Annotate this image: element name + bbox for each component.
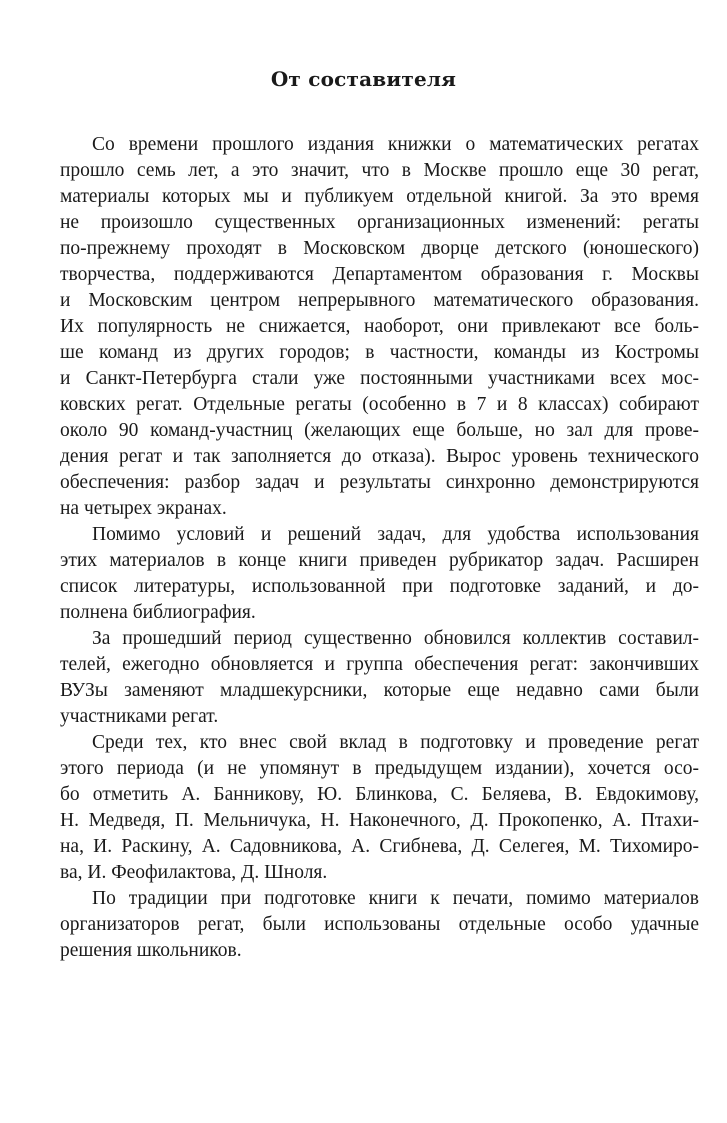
text-line: на, И. Раскину, А. Садовникова, А. Сгибнева, Д. Селегея, М. Тихомиро- xyxy=(60,836,699,857)
text-line: Н. Медведя, П. Мельничука, Н. Наконечного, Д. Прокопенко, А. Птахи- xyxy=(60,810,699,831)
text-line: обеспечения: разбор задач и результаты синхронно демонстрируются xyxy=(60,472,699,493)
text-line: по-прежнему проходят в Московском дворце детского (юношеского) xyxy=(60,238,699,259)
text-line: Их популярность не снижается, наоборот, они привлекают все боль- xyxy=(60,316,699,337)
paragraph-4 xyxy=(28,730,699,886)
paragraph-1 xyxy=(28,132,699,522)
text-line: и Московским центром непрерывного математического образования. xyxy=(60,290,699,311)
text-line: этого периода (и не упомянут в предыдущем издании), хочется осо- xyxy=(60,758,699,779)
text-line: участниками регат. xyxy=(60,706,219,727)
text-line: и Санкт-Петербурга стали уже постоянными участниками всех мос- xyxy=(60,368,699,389)
text-line: ВУЗы заменяют младшекурсники, которые еще недавно сами были xyxy=(60,680,699,701)
text-line: около 90 команд-участниц (желающих еще больше, но зал для прове- xyxy=(60,420,699,441)
text-line: материалы которых мы и публикуем отдельной книгой. За это время xyxy=(60,186,699,207)
text-line: ше команд из других городов; в частности, команды из Костромы xyxy=(60,342,699,363)
text-line: этих материалов в конце книги приведен рубрикатор задач. Расширен xyxy=(60,550,699,571)
text-line: прошло семь лет, а это значит, что в Москве прошло еще 30 регат, xyxy=(60,160,699,181)
text-line: на четырех экранах. xyxy=(60,498,227,519)
text-line: организаторов регат, были использованы отдельные особо удачные xyxy=(60,914,699,935)
body-text xyxy=(28,132,699,964)
text-line: Со времени прошлого издания книжки о математических регатах xyxy=(92,134,699,155)
text-line: решения школьников. xyxy=(60,940,242,961)
text-line: дения регат и так заполняется до отказа). Вырос уровень технического xyxy=(60,446,699,467)
text-line: ва, И. Феофилактова, Д. Шноля. xyxy=(60,862,328,883)
text-line: бо отметить А. Банникову, Ю. Блинкова, С. Беляева, В. Евдокимову, xyxy=(60,784,699,805)
text-line: список литературы, использованной при подготовке заданий, и до- xyxy=(60,576,699,597)
text-line: ковских регат. Отдельные регаты (особенно в 7 и 8 классах) собирают xyxy=(60,394,699,415)
paragraph-3 xyxy=(28,626,699,730)
paragraph-2 xyxy=(28,522,699,626)
text-line: телей, ежегодно обновляется и группа обеспечения регат: закончивших xyxy=(60,654,699,675)
text-line: полнена библиография. xyxy=(60,602,256,623)
text-line: не произошло существенных организационных изменений: регаты xyxy=(60,212,699,233)
text-line: Среди тех, кто внес свой вклад в подготовку и проведение регат xyxy=(92,732,699,753)
document-page xyxy=(28,0,699,964)
text-line: За прошедший период существенно обновился коллектив составил- xyxy=(92,628,699,649)
paragraph-5 xyxy=(28,886,699,964)
text-line: творчества, поддерживаются Департаментом образования г. Москвы xyxy=(60,264,699,285)
page-title: От составителя xyxy=(270,67,457,91)
text-line: Помимо условий и решений задач, для удобства использования xyxy=(92,524,699,545)
text-line: По традиции при подготовке книги к печати, помимо материалов xyxy=(92,888,699,909)
